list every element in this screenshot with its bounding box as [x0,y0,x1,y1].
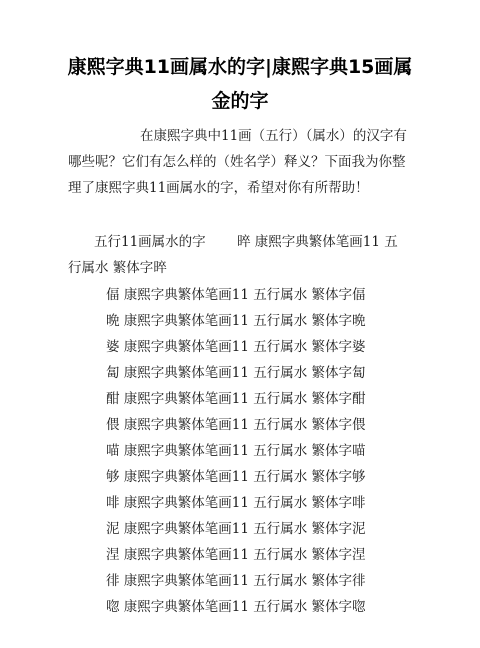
list-item-text: 康熙字典繁体笔画11 五行属水 繁体字匐 [123,365,366,381]
page-title-line-2: 金的字 [211,90,269,112]
list-item-char: 泥 [106,521,120,537]
list-item [106,285,366,305]
list-item-char: 晩 [106,313,120,329]
list-item-char: 偎 [106,417,120,433]
section-line-2: 行属水 繁体字晬 [68,260,167,276]
section-line-1: 五行11画属水的字 晬 康熙字典繁体笔画11 五 [94,234,398,250]
list-item-text: 康熙字典繁体笔画11 五行属水 繁体字涅 [123,547,366,563]
list-item-char: 偪 [106,287,120,303]
list-item [106,441,366,461]
list-item-text: 康熙字典繁体笔画11 五行属水 繁体字徘 [123,573,366,589]
intro-line-1: 在康熙字典中11画（五行）（属水）的汉字有 [140,128,407,144]
list-item [106,519,366,539]
list-item-text: 康熙字典繁体笔画11 五行属水 繁体字酣 [123,391,366,407]
page-title-line-1: 康熙字典11画属水的字|康熙字典15画属 [67,56,413,78]
list-item [106,597,366,617]
list-item-text: 康熙字典繁体笔画11 五行属水 繁体字晩 [123,313,366,329]
list-item-char: 啡 [106,495,120,511]
list-item-text: 康熙字典繁体笔画11 五行属水 繁体字唿 [123,599,366,615]
list-item-char: 够 [106,469,120,485]
list-item-char: 徘 [106,573,120,589]
list-item-char: 酣 [106,391,120,407]
list-item [106,571,366,591]
list-item-char: 唿 [106,599,120,615]
list-item [106,545,366,565]
list-item-text: 康熙字典繁体笔画11 五行属水 繁体字婆 [123,339,366,355]
list-item [106,311,366,331]
intro-line-2: 哪些呢？它们有怎么样的（姓名学）释义？下面我为你整 [68,154,406,170]
list-item-char: 涅 [106,547,120,563]
list-item [106,415,366,435]
list-item-text: 康熙字典繁体笔画11 五行属水 繁体字泥 [123,521,366,537]
list-item [106,337,366,357]
list-item-char: 喵 [106,443,120,459]
list-item-text: 康熙字典繁体笔画11 五行属水 繁体字够 [123,469,366,485]
list-item-char: 匐 [106,365,120,381]
list-item [106,493,366,513]
list-item-char: 婆 [106,339,120,355]
intro-line-3: 理了康熙字典11画属水的字，希望对你有所帮助！ [68,180,369,196]
list-item-text: 康熙字典繁体笔画11 五行属水 繁体字偎 [123,417,366,433]
list-item [106,363,366,383]
list-item-text: 康熙字典繁体笔画11 五行属水 繁体字喵 [123,443,366,459]
list-item-text: 康熙字典繁体笔画11 五行属水 繁体字偪 [123,287,366,303]
list-item [106,389,366,409]
list-item [106,467,366,487]
list-item-text: 康熙字典繁体笔画11 五行属水 繁体字啡 [123,495,366,511]
